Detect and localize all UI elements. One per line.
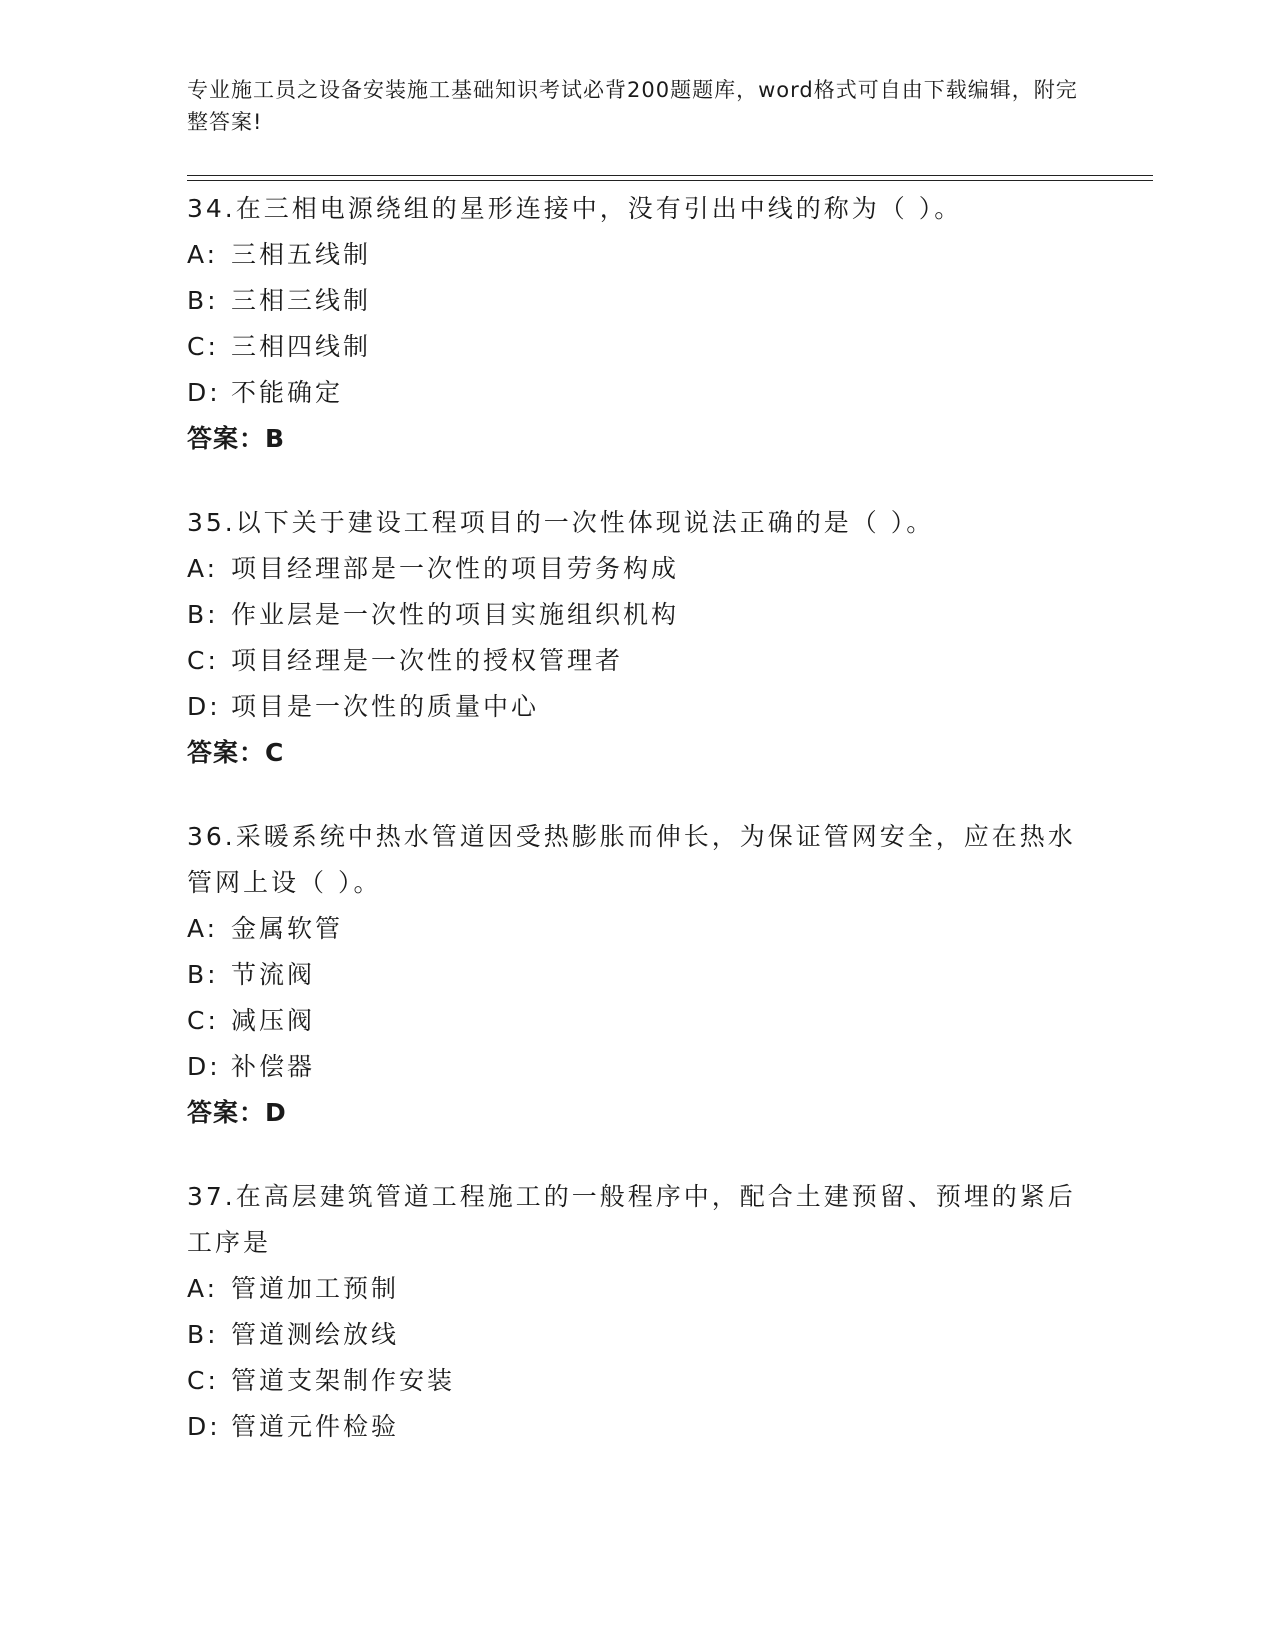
option-b	[187, 278, 1087, 324]
option-text: 三相四线制	[231, 332, 372, 361]
option-text: 不能确定	[231, 378, 344, 407]
question-stem: 37.在高层建筑管道工程施工的一般程序中，配合土建预留、预埋的紧后工序是	[187, 1182, 1076, 1257]
option-d	[187, 684, 1087, 730]
option-d	[187, 370, 1087, 416]
header-rule-top	[187, 175, 1153, 176]
option-key: C:	[187, 1366, 219, 1395]
answer-line: 答案：D	[187, 1098, 287, 1127]
option-key: B:	[187, 960, 219, 989]
option-text: 三相五线制	[231, 240, 372, 269]
option-text: 管道支架制作安装	[231, 1366, 456, 1395]
option-text: 三相三线制	[231, 286, 372, 315]
option-key: C:	[187, 1006, 219, 1035]
option-b	[187, 952, 1087, 998]
question-35	[187, 500, 1087, 776]
option-a	[187, 1266, 1087, 1312]
question-37	[187, 1174, 1087, 1450]
option-key: A:	[187, 554, 219, 583]
option-key: B:	[187, 600, 219, 629]
option-d	[187, 1404, 1087, 1450]
option-key: C:	[187, 332, 219, 361]
option-text: 管道元件检验	[231, 1412, 400, 1441]
question-stem: 36.采暖系统中热水管道因受热膨胀而伸长，为保证管网安全，应在热水管网上设（ ）。	[187, 822, 1076, 897]
option-key: A:	[187, 240, 219, 269]
question-34	[187, 186, 1087, 462]
option-text: 补偿器	[231, 1052, 316, 1081]
option-text: 项目经理是一次性的授权管理者	[231, 646, 624, 675]
option-key: A:	[187, 914, 219, 943]
option-a	[187, 906, 1087, 952]
option-key: A:	[187, 1274, 219, 1303]
question-36	[187, 814, 1087, 1136]
header-rule-bottom	[187, 180, 1153, 181]
question-list	[187, 186, 1087, 1488]
document-header: 专业施工员之设备安装施工基础知识考试必背200题题库，word格式可自由下载编辑，附完整答案!	[187, 78, 1078, 134]
option-c	[187, 324, 1087, 370]
option-c	[187, 998, 1087, 1044]
option-text: 作业层是一次性的项目实施组织机构	[231, 600, 680, 629]
option-d	[187, 1044, 1087, 1090]
option-text: 金属软管	[231, 914, 344, 943]
option-b	[187, 1312, 1087, 1358]
option-key: D:	[187, 1052, 221, 1081]
option-c	[187, 1358, 1087, 1404]
option-text: 项目是一次性的质量中心	[231, 692, 540, 721]
option-key: D:	[187, 1412, 221, 1441]
option-a	[187, 232, 1087, 278]
option-key: B:	[187, 286, 219, 315]
option-b	[187, 592, 1087, 638]
option-a	[187, 546, 1087, 592]
option-text: 减压阀	[231, 1006, 316, 1035]
question-stem: 35.以下关于建设工程项目的一次性体现说法正确的是（ ）。	[187, 508, 935, 537]
option-text: 项目经理部是一次性的项目劳务构成	[231, 554, 680, 583]
option-key: D:	[187, 378, 221, 407]
answer-line: 答案：B	[187, 424, 286, 453]
option-text: 管道加工预制	[231, 1274, 400, 1303]
answer-line: 答案：C	[187, 738, 285, 767]
option-text: 节流阀	[231, 960, 316, 989]
option-key: C:	[187, 646, 219, 675]
option-text: 管道测绘放线	[231, 1320, 400, 1349]
option-key: D:	[187, 692, 221, 721]
option-key: B:	[187, 1320, 219, 1349]
option-c	[187, 638, 1087, 684]
question-stem: 34.在三相电源绕组的星形连接中，没有引出中线的称为（ ）。	[187, 194, 963, 223]
